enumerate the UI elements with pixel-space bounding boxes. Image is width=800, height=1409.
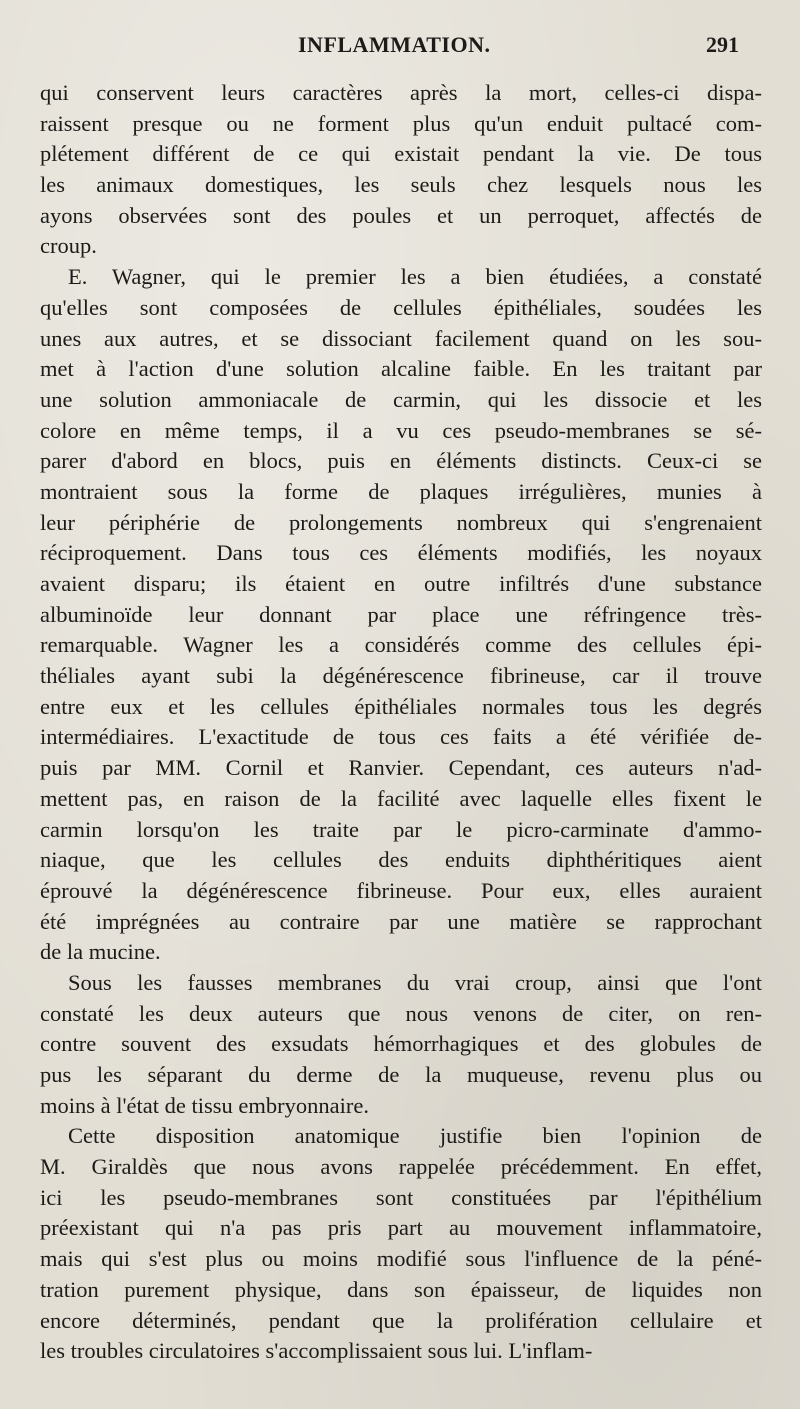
page-header [0, 32, 800, 64]
paragraph [40, 1121, 762, 1367]
text-line: intermédiaires. L'exactitude de tous ces faits a été vérifiée de- [40, 724, 762, 750]
text-line: plétement différent de ce qui existait pendant la vie. De tous [40, 141, 762, 167]
text-line: constaté les deux auteurs que nous venons de citer, on ren- [40, 1000, 762, 1026]
body-text [40, 78, 762, 1367]
text-line: carmin lorsqu'on les traite par le picro-carminate d'ammo- [40, 816, 762, 842]
text-line: réciproquement. Dans tous ces éléments modifiés, les noyaux [40, 540, 762, 566]
text-line: Sous les fausses membranes du vrai croup, ainsi que l'ont [68, 969, 762, 995]
text-line: qu'elles sont composées de cellules épithéliales, soudées les [40, 294, 762, 320]
text-line: été imprégnées au contraire par une matière se rapprochant [40, 908, 762, 934]
paragraph [40, 262, 762, 968]
text-line: remarquable. Wagner les a considérés comme des cellules épi- [40, 632, 762, 658]
text-line: raissent presque ou ne forment plus qu'un enduit pultacé com- [40, 110, 762, 136]
text-line: moins à l'état de tissu embryonnaire. [40, 1092, 369, 1118]
text-line: une solution ammoniacale de carmin, qui les dissocie et les [40, 386, 762, 412]
text-line: qui conservent leurs caractères après la mort, celles-ci dispa- [40, 80, 762, 105]
text-line: ici les pseudo-membranes sont constituées par l'épithélium [40, 1184, 762, 1210]
text-line: éprouvé la dégénérescence fibrineuse. Pour eux, elles auraient [40, 877, 762, 903]
text-line: puis par MM. Cornil et Ranvier. Cependant, ces auteurs n'ad- [40, 755, 762, 781]
text-line: Cette disposition anatomique justifie bien l'opinion de [68, 1123, 762, 1149]
text-line: niaque, que les cellules des enduits diphthéritiques aient [40, 847, 762, 873]
text-line: pus les séparant du derme de la muqueuse, revenu plus ou [40, 1062, 762, 1087]
running-title: INFLAMMATION. [298, 32, 491, 57]
text-line: de la mucine. [40, 939, 161, 965]
text-line: mais qui s'est plus ou moins modifié sous l'influence de la péné- [40, 1246, 762, 1272]
text-line: leur périphérie de prolongements nombreux qui s'engrenaient [40, 509, 762, 535]
text-line: mettent pas, en raison de la facilité avec laquelle elles fixent le [40, 785, 762, 811]
text-line: croup. [40, 233, 97, 259]
text-line: parer d'abord en blocs, puis en éléments distincts. Ceux-ci se [40, 448, 762, 474]
paragraph [40, 78, 762, 262]
text-line: les troubles circulatoires s'accomplissaient sous lui. L'inflam- [40, 1338, 593, 1364]
text-line: tration purement physique, dans son épaisseur, de liquides non [40, 1276, 762, 1302]
text-line: avaient disparu; ils étaient en outre infiltrés d'une substance [40, 571, 762, 596]
text-line: théliales ayant subi la dégénérescence fibrineuse, car il trouve [40, 663, 762, 689]
text-line: entre eux et les cellules épithéliales normales tous les degrés [40, 693, 762, 719]
text-line: montraient sous la forme de plaques irrégulières, munies à [40, 478, 762, 504]
text-line: encore déterminés, pendant que la prolifération cellulaire et [40, 1307, 762, 1333]
text-line: préexistant qui n'a pas pris part au mouvement inflammatoire, [40, 1215, 762, 1241]
text-line: les animaux domestiques, les seuls chez lesquels nous les [40, 172, 762, 198]
text-line: contre souvent des exsudats hémorrhagiques et des globules de [40, 1031, 762, 1057]
page-number: 291 [706, 32, 739, 57]
text-line: E. Wagner, qui le premier les a bien étudiées, a constaté [68, 264, 762, 290]
text-line: albuminoïde leur donnant par place une réfringence très- [40, 601, 762, 627]
text-line: ayons observées sont des poules et un perroquet, affectés de [40, 202, 762, 228]
paragraph [40, 968, 762, 1121]
text-line: met à l'action d'une solution alcaline faible. En les traitant par [40, 356, 762, 382]
text-line: unes aux autres, et se dissociant facilement quand on les sou- [40, 325, 762, 351]
text-line: M. Giraldès que nous avons rappelée précédemment. En effet, [40, 1154, 762, 1180]
text-line: colore en même temps, il a vu ces pseudo-membranes se sé- [40, 417, 762, 443]
